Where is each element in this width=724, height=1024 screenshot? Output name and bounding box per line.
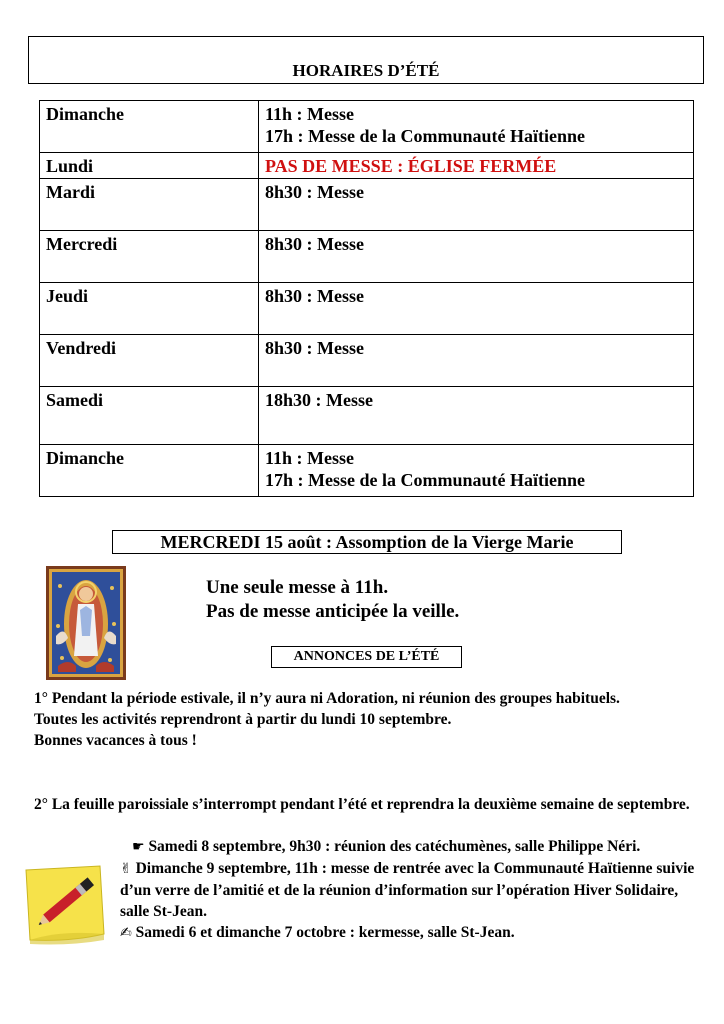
list-item — [120, 858, 710, 922]
sticky-note-pencil-icon — [20, 860, 112, 946]
time-line: 8h30 : Messe — [265, 182, 364, 202]
closed-notice: PAS DE MESSE : ÉGLISE FERMÉE — [265, 156, 557, 176]
feast-note-line: Une seule messe à 11h. — [206, 577, 389, 598]
schedule-table — [39, 100, 694, 497]
day-cell: Mercredi — [40, 231, 259, 283]
times-cell — [259, 101, 694, 153]
title-box — [28, 36, 704, 84]
time-line: 8h30 : Messe — [265, 286, 364, 306]
table-row — [40, 283, 694, 335]
time-line: 8h30 : Messe — [265, 234, 364, 254]
event-text: Dimanche 9 septembre, 11h : messe de rentrée avec la Communauté Haïtienne suivie d’un verre de l’amitié et de la réunion d’information sur l’opération Hiver Solidaire, salle St-Jean. — [120, 860, 695, 920]
time-line: 11h : Messe — [265, 448, 354, 468]
time-line: 18h30 : Messe — [265, 390, 373, 410]
event-list — [120, 836, 710, 944]
page-title: HORAIRES D’ÉTÉ — [292, 61, 440, 80]
event-text: Samedi 6 et dimanche 7 octobre : kermesse, salle St-Jean. — [135, 924, 515, 941]
times-cell — [259, 179, 694, 231]
times-cell — [259, 445, 694, 497]
event-text: Samedi 8 septembre, 9h30 : réunion des catéchumènes, salle Philippe Néri. — [148, 838, 641, 855]
times-cell — [259, 335, 694, 387]
victory-hand-icon: ✌ — [120, 861, 132, 877]
times-cell — [259, 231, 694, 283]
day-cell: Dimanche — [40, 101, 259, 153]
times-cell — [259, 283, 694, 335]
announcement-line: Toutes les activités reprendront à partir du lundi 10 septembre. — [34, 711, 452, 728]
time-line: 17h : Messe de la Communauté Haïtienne — [265, 470, 585, 490]
table-row — [40, 179, 694, 231]
times-cell — [259, 387, 694, 445]
times-cell — [259, 153, 694, 179]
table-row — [40, 445, 694, 497]
pointing-hand-icon: ☛ — [132, 839, 145, 855]
announcement-line: 1° Pendant la période estivale, il n’y aura ni Adoration, ni réunion des groupes habituels. — [34, 690, 620, 707]
announcement-1 — [34, 688, 704, 751]
feast-note-line: Pas de messe anticipée la veille. — [206, 601, 460, 622]
table-row — [40, 101, 694, 153]
list-item — [120, 836, 710, 858]
feast-title: MERCREDI 15 août : Assomption de la Vierge Marie — [112, 530, 622, 554]
list-item — [120, 922, 710, 944]
day-cell: Samedi — [40, 387, 259, 445]
announcement-2: 2° La feuille paroissiale s’interrompt pendant l’été et reprendra la deuxième semaine de septembre. — [34, 796, 690, 813]
feast-note — [206, 576, 459, 624]
day-cell: Jeudi — [40, 283, 259, 335]
day-cell: Lundi — [40, 153, 259, 179]
time-line: 17h : Messe de la Communauté Haïtienne — [265, 126, 585, 146]
announcement-line: Bonnes vacances à tous ! — [34, 732, 197, 749]
table-row — [40, 153, 694, 179]
day-cell: Vendredi — [40, 335, 259, 387]
time-line: 8h30 : Messe — [265, 338, 364, 358]
day-cell: Dimanche — [40, 445, 259, 497]
time-line: 11h : Messe — [265, 104, 354, 124]
table-row — [40, 387, 694, 445]
announcements-title: ANNONCES DE L’ÉTÉ — [271, 646, 462, 668]
table-row — [40, 335, 694, 387]
assumption-icon — [46, 566, 126, 680]
table-row — [40, 231, 694, 283]
day-cell: Mardi — [40, 179, 259, 231]
writing-hand-icon: ✍ — [120, 925, 132, 941]
